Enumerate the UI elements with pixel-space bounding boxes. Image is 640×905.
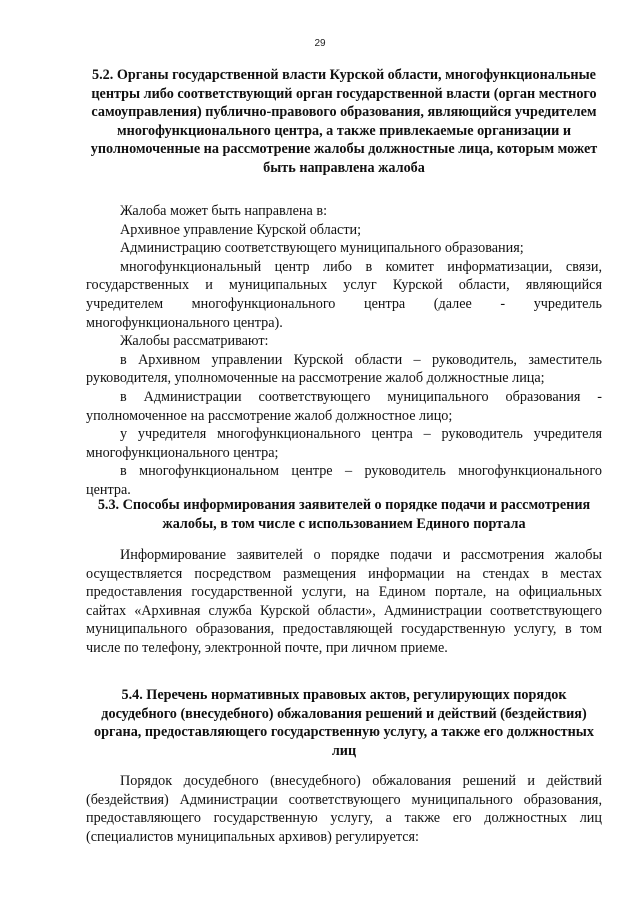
paragraph: Жалобы рассматривают: [120,333,269,350]
paragraph: Информирование заявителей о порядке подачи и рассмотрения жалобы осуществляется посредством размещения информации на стендах в местах предоставления государственной услуги, на Едином портале, на официальных сайтах «Архивная служба Курской области», Администрации соответствующего муниципального образования, предоставляющей государственную услугу, в том числе по телефону, электронной почте, при личном приеме. [86,547,602,656]
paragraph: Администрацию соответствующего муниципального образования; [120,240,524,257]
paragraph: Архивное управление Курской области; [120,221,362,238]
paragraph: Порядок досудебного (внесудебного) обжалования решений и действий (бездействия) Администрации соответствующего муниципального образования, предоставляющего государственную услугу, а также его должностных лиц (специалистов муниципальных архивов) регулируется: [86,773,602,845]
page-number: 29 [314,38,326,49]
paragraph: в Администрации соответствующего муниципального образования - уполномоченное на рассмотрение жалоб должностное лицо; [86,388,602,424]
paragraph: Жалоба может быть направлена в: [120,203,328,219]
section-heading-5-3: 5.3. Способы информирования заявителей о порядке подачи и рассмотрения жалобы, в том числе с использованием Единого портала [97,497,591,532]
section-5-4-body [86,772,602,846]
paragraph: в Архивном управлении Курской области – руководитель, заместитель руководителя, уполномоченные на рассмотрение жалоб должностные лица; [86,351,602,387]
section-5-2-body [86,202,602,500]
paragraph: у учредителя многофункционального центра – руководитель учредителя многофункционального центра; [86,426,602,461]
section-5-4 [86,686,602,760]
section-5-3 [86,496,602,533]
section-heading-5-4: 5.4. Перечень нормативных правовых актов, регулирующих порядок досудебного (внесудебного) обжалования решений и действий (бездействия) органа, предоставляющего государственную услугу, а также его должностных лиц [94,687,594,759]
paragraph: многофункциональный центр либо в комитет информатизации, связи, государственных и муниципальных услуг Курской области, являющийся учредителем многофункционального центра (далее - учредитель многофункционального центра). [86,258,602,331]
section-heading-5-2: 5.2. Органы государственной власти Курской области, многофункциональные центры либо соответствующий орган государственной власти (орган местного самоуправления) публично-правового образования, являющийся учредителем многофункционального центра, а также привлекаемые организации и уполномоченные на рассмотрение жалобы должностные лица, которым может быть направлена жалоба [90,67,598,176]
section-5-2 [86,66,602,178]
paragraph: в многофункциональном центре – руководитель многофункционального центра. [86,463,602,498]
section-5-3-body [86,546,602,658]
